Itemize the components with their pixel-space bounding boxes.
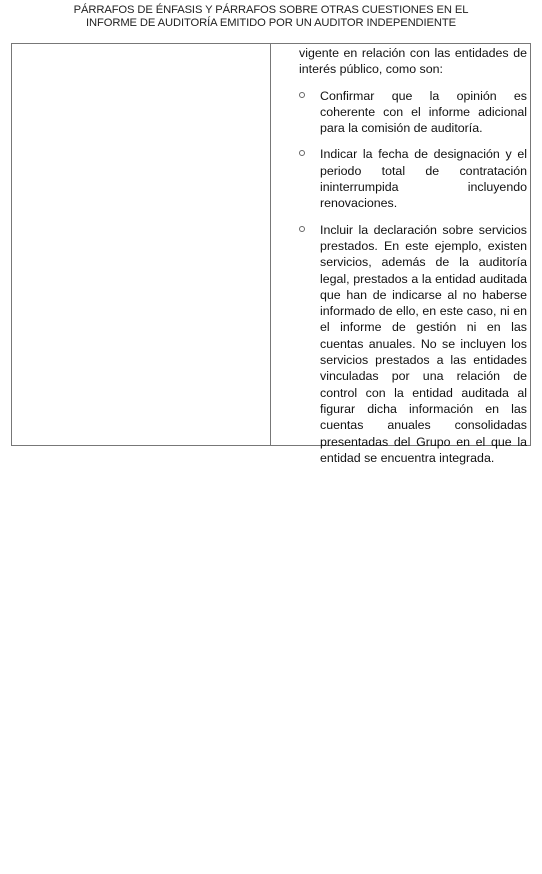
circle-bullet-icon	[299, 92, 305, 98]
list-item	[299, 88, 527, 137]
circle-bullet-icon	[299, 226, 305, 232]
header-line-1: PÁRRAFOS DE ÉNFASIS Y PÁRRAFOS SOBRE OTRAS CUESTIONES EN EL	[73, 4, 469, 16]
right-cell	[299, 44, 527, 466]
column-divider	[270, 44, 271, 445]
list-item-text: Indicar la fecha de designación y el periodo total de contratación ininterrumpida incluyendo renovaciones.	[320, 147, 527, 211]
list-item	[299, 146, 527, 211]
list-item	[299, 222, 527, 466]
circle-bullet-icon	[299, 150, 305, 156]
intro-paragraph: vigente en relación con las entidades de interés público, como son:	[299, 46, 527, 77]
page-header	[0, 0, 542, 30]
bullet-list	[299, 88, 527, 467]
list-item-text: Incluir la declaración sobre servicios prestados. En este ejemplo, existen servicios, además de la auditoría legal, prestados a la entidad auditada que han de indicarse al no haberse informado de ello, en este caso, ni en el informe de gestión ni en las cuentas anuales. No se incluyen los servicios prestados a las entidades vinculadas por una relación de control con la entidad auditada al figurar dicha información en las cuentas anuales consolidadas presentadas del Grupo en el que la entidad se encuentra integrada.	[320, 222, 527, 465]
content-table	[11, 43, 531, 465]
list-item-text: Confirmar que la opinión es coherente con el informe adicional para la comisión de auditoría.	[320, 88, 527, 136]
header-line-2: INFORME DE AUDITORÍA EMITIDO POR UN AUDITOR INDEPENDIENTE	[86, 17, 456, 29]
